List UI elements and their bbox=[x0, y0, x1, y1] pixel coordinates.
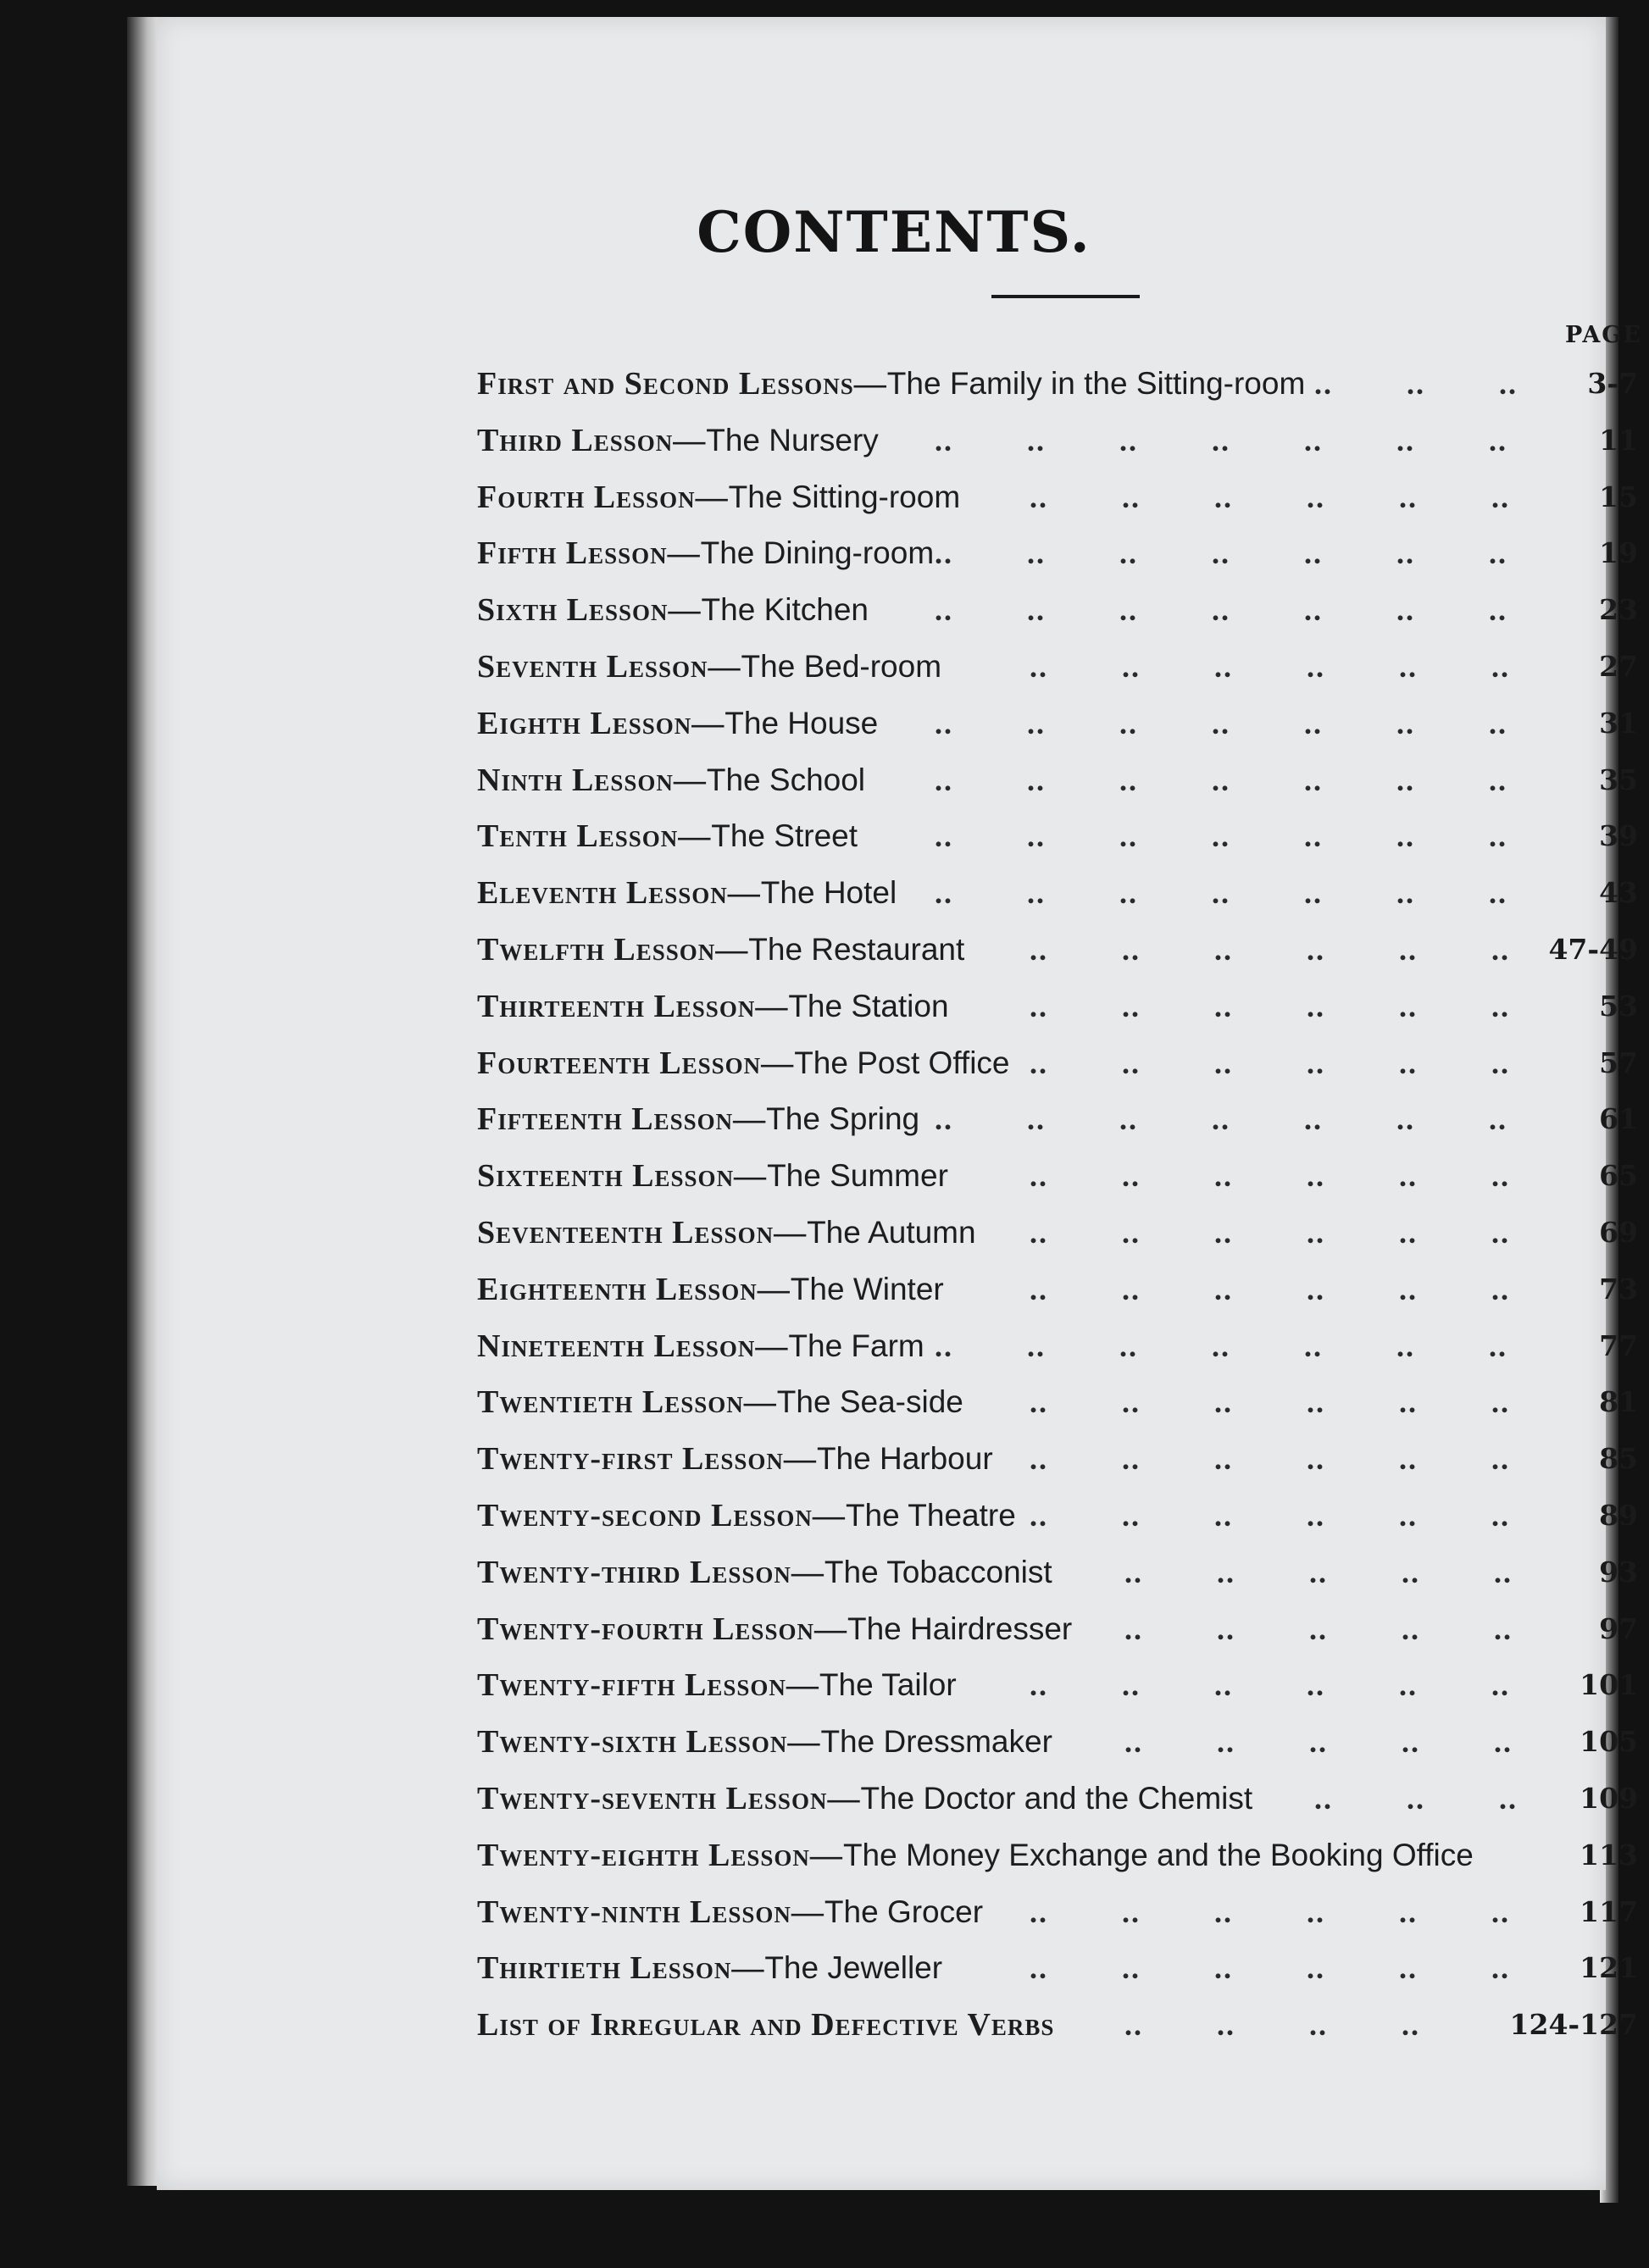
toc-entry-title bbox=[477, 696, 878, 758]
page-number: 113 bbox=[1580, 1838, 1638, 1872]
toc-entry-title bbox=[477, 865, 897, 928]
toc-entry-title bbox=[477, 1940, 942, 2003]
toc-entry bbox=[477, 1940, 1638, 1997]
lesson-name: Twenty-eighth Lesson— bbox=[477, 1837, 843, 1873]
dot-leaders: .. .. .. .. .. .. .. bbox=[935, 423, 1507, 457]
dot-leaders: .. .. .. .. .. .. .. bbox=[935, 536, 1507, 571]
lesson-topic: The Dining-room bbox=[700, 535, 935, 571]
lesson-name: Sixth Lesson— bbox=[477, 592, 702, 629]
toc-entry bbox=[477, 1827, 1638, 1884]
lesson-name: Twentieth Lesson— bbox=[477, 1384, 777, 1421]
dot-leaders: .. .. .. .. .. .. bbox=[1030, 649, 1510, 684]
toc-entry bbox=[477, 1488, 1638, 1544]
page-number: 35 bbox=[1599, 762, 1638, 796]
dot-leaders: .. .. .. .. .. bbox=[1124, 1725, 1513, 1760]
contents-page bbox=[157, 17, 1642, 2190]
page-number: 11 bbox=[1599, 423, 1638, 457]
page-column-label: PAGE bbox=[1565, 322, 1642, 348]
toc-entry-title bbox=[477, 413, 879, 475]
page-number: 77 bbox=[1599, 1328, 1638, 1362]
lesson-name: Fifteenth Lesson— bbox=[477, 1101, 767, 1138]
lesson-name: Twenty-ninth Lesson— bbox=[477, 1894, 824, 1930]
page-number: 15 bbox=[1599, 480, 1638, 513]
toc-entry-title bbox=[477, 808, 858, 871]
toc-entry-title bbox=[477, 1827, 1474, 1890]
toc-entry-title bbox=[477, 1091, 919, 1154]
dot-leaders: .. .. .. bbox=[1314, 1781, 1518, 1816]
lesson-topic: The Station bbox=[788, 988, 949, 1023]
lesson-name: Fourteenth Lesson— bbox=[477, 1045, 795, 1081]
toc-entry bbox=[477, 979, 1638, 1035]
lesson-topic: The Theatre bbox=[845, 1497, 1016, 1533]
toc-entry bbox=[477, 1714, 1638, 1771]
lesson-topic: The Sea-side bbox=[776, 1384, 963, 1420]
toc-entry-title bbox=[477, 1431, 993, 1494]
toc-entry-title bbox=[477, 639, 941, 701]
toc-entry bbox=[477, 413, 1638, 469]
toc-entry-title bbox=[477, 1488, 1016, 1550]
lesson-name: Seventeenth Lesson— bbox=[477, 1214, 808, 1250]
dot-leaders: .. .. .. .. .. .. .. bbox=[935, 706, 1507, 740]
lesson-topic: The School bbox=[706, 762, 866, 797]
lesson-name: Seventh Lesson— bbox=[477, 648, 741, 685]
page-number: 47-49 bbox=[1548, 932, 1638, 966]
lesson-topic: The Nursery bbox=[706, 422, 879, 457]
lesson-name: Twenty-third Lesson— bbox=[477, 1554, 824, 1590]
toc-entry-title bbox=[477, 1148, 948, 1211]
page-number: 89 bbox=[1599, 1498, 1638, 1532]
toc-entry bbox=[477, 865, 1638, 922]
page-number: 124-127 bbox=[1509, 2008, 1638, 2042]
lesson-name: Third Lesson— bbox=[477, 422, 707, 458]
lesson-name: Thirteenth Lesson— bbox=[477, 988, 789, 1024]
toc-entry bbox=[477, 1205, 1638, 1262]
page-number: 53 bbox=[1599, 989, 1638, 1023]
left-page-edge bbox=[127, 17, 161, 2186]
dot-leaders: .. .. .. .. .. .. bbox=[1030, 932, 1510, 967]
lesson-topic: The Hairdresser bbox=[847, 1611, 1073, 1646]
lesson-topic: The Restaurant bbox=[748, 931, 965, 967]
table-of-contents bbox=[477, 356, 1638, 2054]
toc-entry-title bbox=[477, 356, 1305, 419]
toc-entry bbox=[477, 1544, 1638, 1601]
lesson-topic: The Money Exchange and the Booking Office bbox=[842, 1837, 1474, 1872]
page-number: 65 bbox=[1599, 1159, 1638, 1193]
lesson-name: Eighteenth Lesson— bbox=[477, 1271, 791, 1307]
page-number: 19 bbox=[1599, 536, 1638, 570]
toc-entry-title bbox=[477, 1714, 1052, 1777]
toc-entry bbox=[477, 808, 1638, 865]
lesson-name: Fourth Lesson— bbox=[477, 479, 729, 515]
lesson-topic: The Farm bbox=[788, 1328, 924, 1363]
toc-entry bbox=[477, 752, 1638, 809]
toc-entry-title bbox=[477, 1657, 957, 1720]
toc-entry bbox=[477, 1148, 1638, 1205]
page-number: 27 bbox=[1599, 649, 1638, 683]
page-number: 81 bbox=[1599, 1385, 1638, 1419]
dot-leaders: .. .. .. .. .. .. .. bbox=[935, 593, 1507, 628]
toc-entry-title bbox=[477, 1997, 1054, 2060]
lesson-topic: The Post Office bbox=[794, 1045, 1010, 1080]
toc-entry-title bbox=[477, 1318, 924, 1381]
page-number: 3-7 bbox=[1587, 367, 1638, 400]
page-number: 109 bbox=[1580, 1781, 1638, 1815]
toc-entry bbox=[477, 1262, 1638, 1318]
toc-entry bbox=[477, 696, 1638, 752]
dot-leaders: .. .. .. .. .. .. .. bbox=[935, 762, 1507, 797]
toc-entry bbox=[477, 639, 1638, 696]
lesson-topic: The Bed-room bbox=[741, 648, 942, 684]
toc-entry-title bbox=[477, 1601, 1072, 1664]
toc-entry-title bbox=[477, 1374, 963, 1437]
dot-leaders: .. .. .. .. .. .. bbox=[1030, 1951, 1510, 1986]
lesson-topic: The Grocer bbox=[824, 1894, 984, 1929]
lesson-topic: The Jeweller bbox=[764, 1950, 943, 1986]
page-number: 101 bbox=[1580, 1668, 1638, 1702]
dot-leaders: .. .. .. .. bbox=[1124, 2008, 1420, 2043]
toc-entry bbox=[477, 1091, 1638, 1148]
page-number: 39 bbox=[1599, 819, 1638, 853]
dot-leaders: .. .. .. .. .. .. bbox=[1030, 1442, 1510, 1477]
lesson-topic: The Hotel bbox=[760, 875, 897, 911]
page-number: 85 bbox=[1599, 1442, 1638, 1476]
lesson-name: Eleventh Lesson— bbox=[477, 875, 761, 912]
dot-leaders: .. .. .. .. .. .. bbox=[1030, 1215, 1510, 1250]
dot-leaders: .. .. .. .. .. bbox=[1124, 1611, 1513, 1646]
lesson-name: Twelfth Lesson— bbox=[477, 931, 749, 968]
toc-entry bbox=[477, 356, 1638, 413]
lesson-name: Nineteenth Lesson— bbox=[477, 1328, 789, 1364]
dot-leaders: .. .. .. .. .. .. bbox=[1030, 1159, 1510, 1194]
toc-entry-title bbox=[477, 1205, 976, 1267]
dot-leaders: .. .. .. .. .. .. .. bbox=[935, 819, 1507, 854]
page-number: 73 bbox=[1599, 1272, 1638, 1306]
lesson-topic: The Harbour bbox=[816, 1441, 993, 1477]
toc-entry bbox=[477, 1771, 1638, 1827]
lesson-name: Twenty-fourth Lesson— bbox=[477, 1611, 847, 1647]
toc-entry-title bbox=[477, 979, 949, 1041]
page-number: 57 bbox=[1599, 1045, 1638, 1079]
toc-entry bbox=[477, 1997, 1638, 2054]
toc-entry bbox=[477, 525, 1638, 582]
page-number: 69 bbox=[1599, 1215, 1638, 1249]
lesson-name: Tenth Lesson— bbox=[477, 818, 712, 855]
toc-entry bbox=[477, 1601, 1638, 1658]
toc-entry-title bbox=[477, 922, 964, 984]
dot-leaders: .. .. .. .. .. .. bbox=[1030, 1668, 1510, 1703]
toc-entry bbox=[477, 582, 1638, 639]
dot-leaders: .. .. .. .. .. .. bbox=[1030, 989, 1510, 1023]
toc-entry bbox=[477, 1374, 1638, 1431]
toc-entry bbox=[477, 922, 1638, 979]
lesson-topic: The Tobacconist bbox=[824, 1554, 1052, 1589]
toc-entry-title bbox=[477, 582, 869, 645]
dot-leaders: .. .. .. .. .. .. bbox=[1030, 1385, 1510, 1420]
toc-entry-title bbox=[477, 1884, 983, 1947]
lesson-topic: The Sitting-room bbox=[728, 479, 961, 514]
toc-entry-title bbox=[477, 469, 960, 532]
page-number: 61 bbox=[1599, 1102, 1638, 1136]
toc-entry-title bbox=[477, 1771, 1252, 1833]
lesson-topic: The Family in the Sitting-room bbox=[886, 366, 1306, 401]
lesson-topic: The Autumn bbox=[807, 1214, 976, 1250]
toc-entry bbox=[477, 1431, 1638, 1488]
lesson-name: Twenty-seventh Lesson— bbox=[477, 1780, 861, 1816]
lesson-name: Thirtieth Lesson— bbox=[477, 1950, 765, 1987]
dot-leaders: .. .. .. .. .. .. bbox=[1030, 1498, 1510, 1533]
page-number: 43 bbox=[1599, 876, 1638, 910]
lesson-topic: The Doctor and the Chemist bbox=[860, 1780, 1253, 1816]
toc-entry bbox=[477, 1657, 1638, 1714]
toc-entry bbox=[477, 1035, 1638, 1092]
dot-leaders: .. .. .. .. .. .. bbox=[1030, 1045, 1510, 1080]
lesson-topic: The Summer bbox=[767, 1158, 948, 1194]
lesson-topic: The Spring bbox=[766, 1101, 920, 1137]
lesson-name: Fifth Lesson— bbox=[477, 535, 701, 572]
toc-entry bbox=[477, 1318, 1638, 1375]
page-number: 105 bbox=[1580, 1725, 1638, 1759]
page-number: 121 bbox=[1580, 1951, 1638, 1985]
dot-leaders: .. .. .. .. .. .. bbox=[1030, 1272, 1510, 1306]
dot-leaders: .. .. .. .. .. bbox=[1124, 1555, 1513, 1589]
title-rule bbox=[991, 295, 1140, 298]
dot-leaders: .. .. .. .. .. .. .. bbox=[935, 1102, 1507, 1137]
toc-entry-title bbox=[477, 1035, 1010, 1098]
page-number: 97 bbox=[1599, 1611, 1638, 1645]
lesson-name: Eighth Lesson— bbox=[477, 705, 725, 741]
lesson-topic: The Winter bbox=[790, 1271, 944, 1306]
lesson-name: Twenty-sixth Lesson— bbox=[477, 1724, 821, 1761]
dot-leaders: .. .. .. .. .. .. .. bbox=[935, 1328, 1507, 1363]
page-number: 31 bbox=[1599, 706, 1638, 740]
page-number: 117 bbox=[1580, 1894, 1638, 1928]
lesson-topic: The Kitchen bbox=[701, 592, 869, 628]
page-number: 23 bbox=[1599, 593, 1638, 627]
toc-entry bbox=[477, 469, 1638, 526]
lesson-topic: The Dressmaker bbox=[820, 1724, 1052, 1760]
lesson-topic: The Tailor bbox=[819, 1667, 957, 1703]
dot-leaders: .. .. .. .. .. .. bbox=[1030, 480, 1510, 514]
toc-entry-title bbox=[477, 752, 865, 815]
lesson-topic: The Street bbox=[711, 818, 858, 854]
lesson-name: First and Second Lessons— bbox=[477, 366, 887, 402]
lesson-name: Sixteenth Lesson— bbox=[477, 1158, 768, 1195]
lesson-topic: The House bbox=[725, 705, 879, 740]
lesson-name: Twenty-fifth Lesson— bbox=[477, 1667, 819, 1704]
lesson-name: Twenty-first Lesson— bbox=[477, 1441, 817, 1478]
toc-entry-title bbox=[477, 1262, 944, 1324]
lesson-name: List of Irregular and Defective Verbs bbox=[477, 2007, 1055, 2043]
page-number: 93 bbox=[1599, 1555, 1638, 1589]
lesson-name: Ninth Lesson— bbox=[477, 762, 707, 798]
dot-leaders: .. .. .. .. .. .. .. bbox=[935, 876, 1507, 911]
toc-entry bbox=[477, 1884, 1638, 1941]
toc-entry-title bbox=[477, 525, 934, 588]
dot-leaders: .. .. .. .. .. .. bbox=[1030, 1894, 1510, 1929]
page-title: CONTENTS. bbox=[697, 199, 1091, 265]
toc-entry-title bbox=[477, 1544, 1052, 1607]
dot-leaders: .. .. .. bbox=[1314, 367, 1518, 401]
lesson-name: Twenty-second Lesson— bbox=[477, 1497, 846, 1533]
